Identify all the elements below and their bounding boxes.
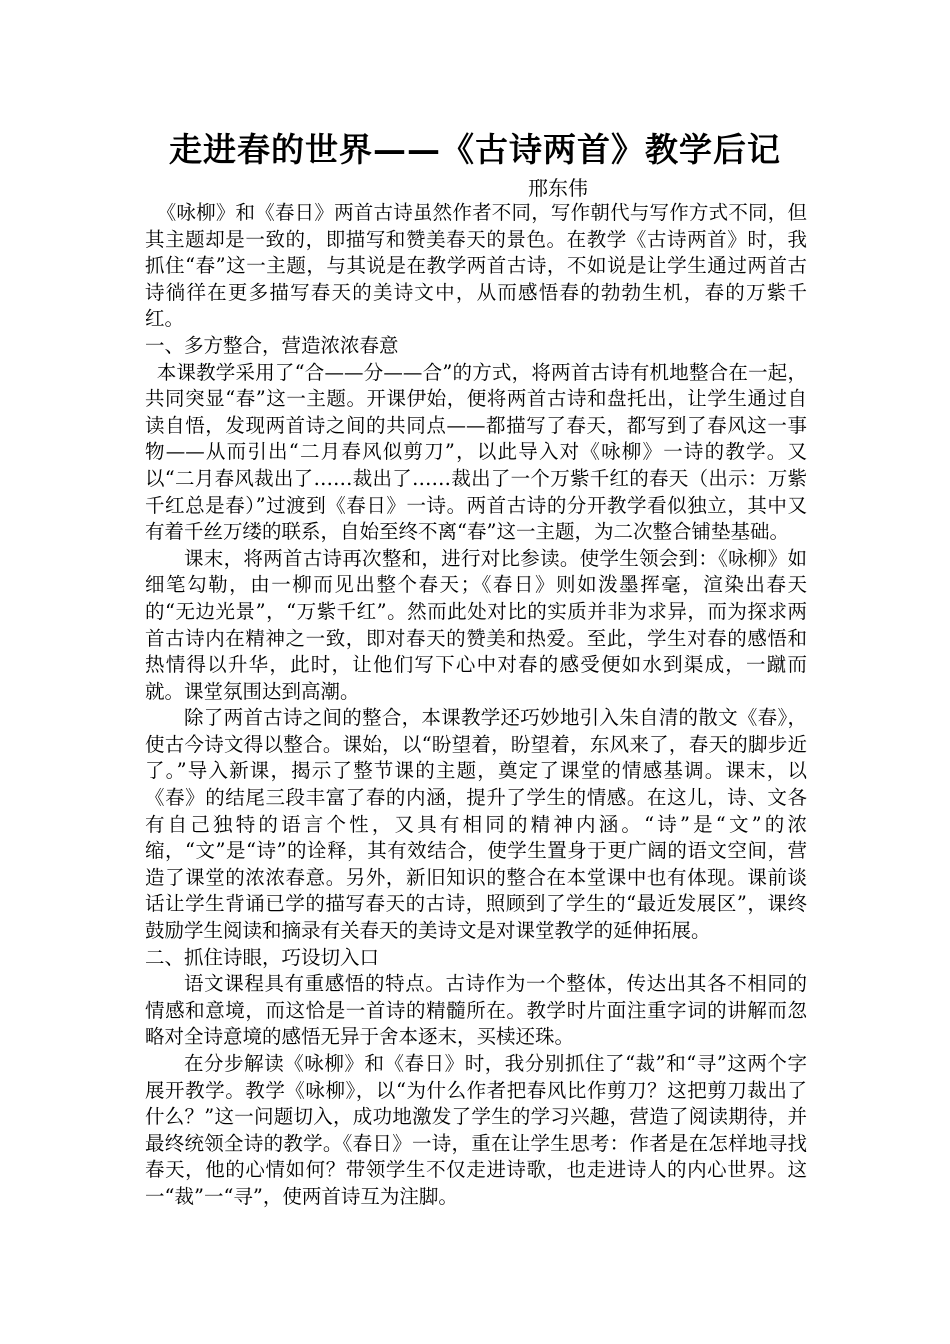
document-title: 走进春的世界——《古诗两首》教学后记 <box>169 130 781 169</box>
paragraph: 除了两首古诗之间的整合，本课教学还巧妙地引入朱自清的散文《春》，使古今诗文得以整合。课始，以“盼望着，盼望着，东风来了，春天的脚步近了。”导入新课，揭示了整节课的主题，奠定了课堂的情感基调。课末，以《春》的结尾三段丰富了春的内涵，提升了学生的情感。在这儿，诗、文各有自己独特的语言个性，又具有相同的精神内涵。“诗”是“文”的浓缩，“文”是“诗”的诠释，其有效结合，使学生置身于更广阔的语文空间，营造了课堂的浓浓春意。另外，新旧知识的整合在本堂课中也有体现。课前谈话让学生背诵已学的描写春天的古诗，照顾到了学生的“最近发展区”，课终鼓励学生阅读和摘录有关春天的美诗文是对课堂教学的延伸拓展。 <box>145 706 807 943</box>
paragraph: 语文课程具有重感悟的特点。古诗作为一个整体，传达出其各不相同的情感和意境，而这恰是一首诗的精髓所在。教学时片面注重字词的讲解而忽略对全诗意境的感悟无异于舍本逐末，买椟还珠。 <box>145 972 807 1049</box>
document-body <box>145 200 807 1211</box>
paragraph-intro: 《咏柳》和《春日》两首古诗虽然作者不同，写作朝代与写作方式不同，但其主题却是一致的，即描写和赞美春天的景色。在教学《古诗两首》时，我抓住“春”这一主题，与其说是在教学两首古诗，不如说是让学生通过两首古诗徜徉在更多描写春天的美诗文中，从而感悟春的勃勃生机，春的万紫千红。 <box>145 201 807 331</box>
section-heading-1: 一、多方整合，营造浓浓春意 <box>145 333 399 357</box>
author-name: 邢东伟 <box>528 176 588 200</box>
paragraph: 本课教学采用了“合——分——合”的方式，将两首古诗有机地整合在一起，共同突显“春”这一主题。开课伊始，便将两首古诗和盘托出，让学生通过自读自悟，发现两首诗之间的共同点——都描写了春天，都写到了春风这一事物——从而引出“二月春风似剪刀”，以此导入对《咏柳》一诗的教学。又以“二月春风裁出了……裁出了……裁出了一个万紫千红的春天（出示：万紫千红总是春）”过渡到《春日》一诗。两首古诗的分开教学看似独立，其中又有着千丝万缕的联系，自始至终不离“春”这一主题，为二次整合铺垫基础。 <box>145 360 807 544</box>
paragraph: 课末，将两首古诗再次整和，进行对比参读。使学生领会到：《咏柳》如细笔勾勒，由一柳而见出整个春天；《春日》则如泼墨挥毫，渲染出春天的“无边光景”，“万紫千红”。然而此处对比的实质并非为求异，而为探求两首古诗内在精神之一致，即对春天的赞美和热爱。至此，学生对春的感悟和热情得以升华，此时，让他们写下心中对春的感受便如水到渠成，一蹴而就。课堂氛围达到高潮。 <box>145 546 807 703</box>
paragraph: 在分步解读《咏柳》和《春日》时，我分别抓住了“裁”和“寻”这两个字展开教学。教学《咏柳》，以“为什么作者把春风比作剪刀？这把剪刀裁出了什么？”这一问题切入，成功地激发了学生的学习兴趣，营造了阅读期待，并最终统领全诗的教学。《春日》一诗，重在让学生思考：作者是在怎样地寻找春天，他的心情如何？带领学生不仅走进诗歌，也走进诗人的内心世界。这一“裁”一“寻”，使两首诗互为注脚。 <box>145 1052 807 1208</box>
section-heading-2: 二、抓住诗眼，巧设切入口 <box>145 945 380 969</box>
